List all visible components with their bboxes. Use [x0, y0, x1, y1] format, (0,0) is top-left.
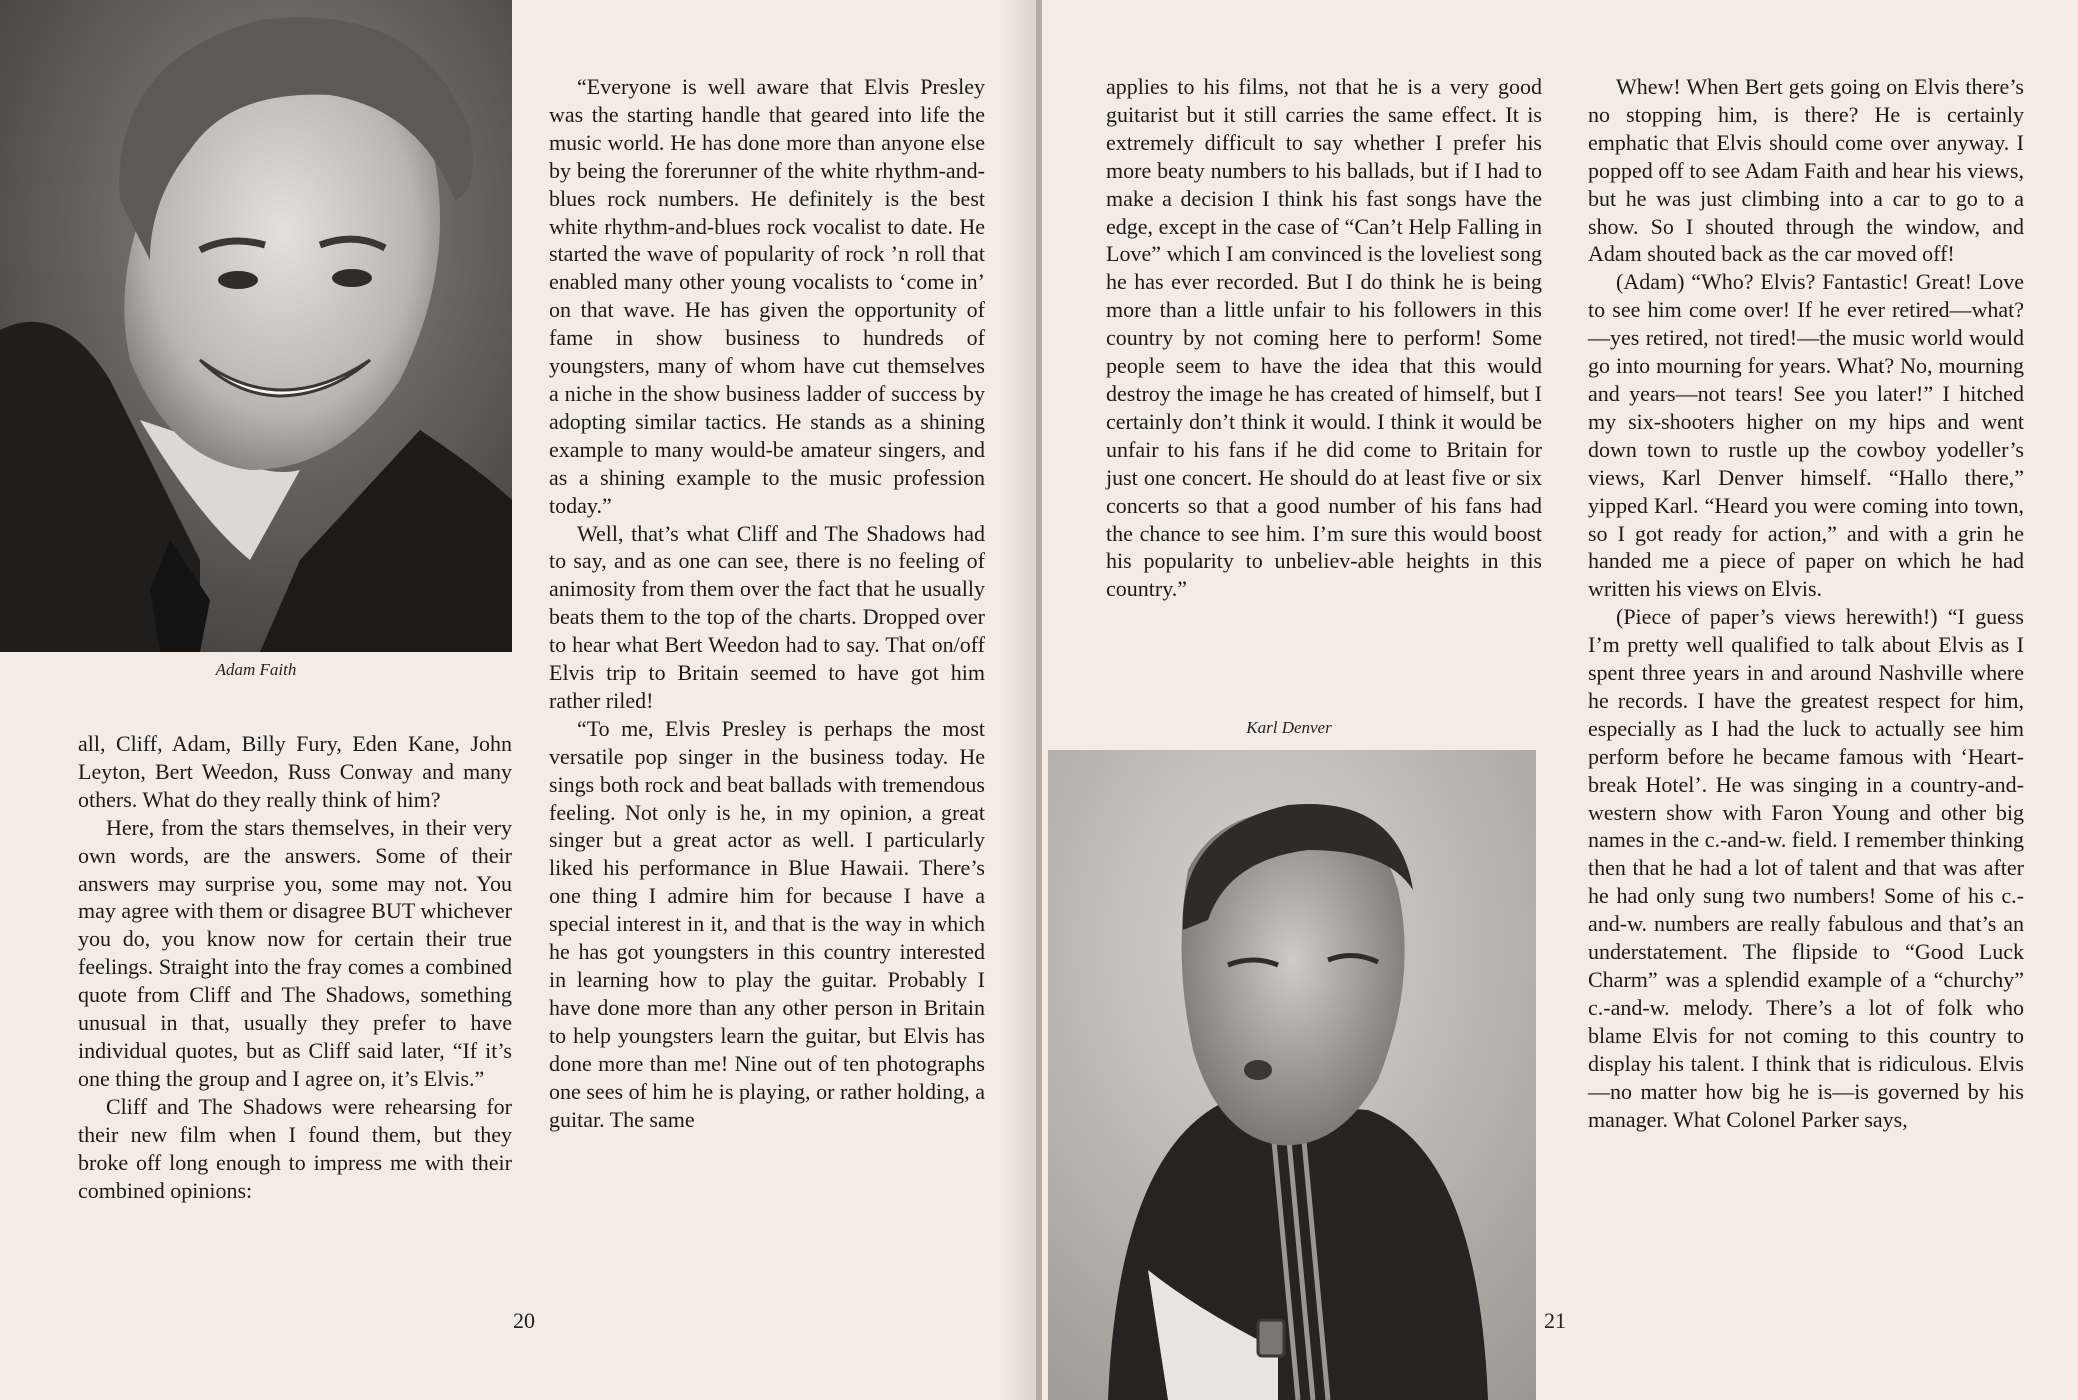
photo-caption: Adam Faith [215, 660, 297, 679]
left-page-column-1 [78, 730, 512, 1204]
left-page-column-2 [549, 73, 985, 1133]
paragraph: (Adam) “Who? Elvis? Fantastic! Great! Love to see him come over! If he ever retired—what?—yes retired, not tired!—the music world would go into mourning for years. What? No, mourning and years—not tears! See you later!” I hitched my six-shooters higher on my hips and went down town to rustle up the cowboy yodeller’s views, Karl Denver himself. “Hallo there,” yipped Karl. “Heard you were coming into town, so I got ready for action,” and with a grin he handed me a piece of paper on which he had written his views on Elvis. [1588, 269, 2024, 602]
portrait-illustration [0, 0, 512, 652]
right-page-column-1 [1106, 73, 1542, 603]
paragraph: Cliff and The Shadows were rehearsing for their new film when I found them, but they broke off long enough to impress me with their combined opinions: [78, 1093, 512, 1203]
gutter-shadow [1000, 0, 1036, 1400]
right-page-column-2 [1588, 73, 2024, 1133]
paragraph: Well, that’s what Cliff and The Shadows had to say, and as one can see, there is no feeling of animosity from them over the fact that he usually beats them to the top of the charts. Dropped over to hear what Bert Weedon had to say. That on/off Elvis trip to Britain seemed to have got him rather riled! [549, 520, 985, 713]
paragraph: (Piece of paper’s views herewith!) “I guess I’m pretty well qualified to talk about Elvis as I spent three years in and around Nashville where he records. I have the greatest respect for him, especially as I had the luck to actually see him perform before he became famous with ‘Heart-break Hotel’. He was singing in a country-and-western show with Faron Young and other big names in the c.-and-w. field. I remember thinking then that he had a lot of talent and that was after he had only sung two numbers! Some of his c.-and-w. numbers are really fabulous and that’s an understatement. The flipside to “Good Luck Charm” was a splendid example of a “churchy” c.-and-w. melody. There’s a lot of folk who blame Elvis for not coming to this country to display his talent. I think that is ridiculous. Elvis—no matter how big he is—is governed by his manager. What Colonel Parker says, [1588, 604, 2024, 1132]
page-number: 21 [1544, 1308, 1566, 1333]
photo-caption: Karl Denver [1246, 718, 1332, 737]
paragraph: Here, from the stars themselves, in their very own words, are the answers. Some of their answers may surprise you, some may not. You may agree with them or disagree BUT whichever you do, you know now for certain their true feelings. Straight into the fray comes a combined quote from Cliff and The Shadows, something unusual in that, usually they prefer to have individual quotes, but as Cliff said later, “If it’s one thing the group and I agree on, it’s Elvis.” [78, 814, 512, 1091]
paragraph: all, Cliff, Adam, Billy Fury, Eden Kane, John Leyton, Bert Weedon, Russ Conway and many others. What do they really think of him? [78, 731, 512, 812]
paragraph: Whew! When Bert gets going on Elvis there’s no stopping him, is there? He is certainly emphatic that Elvis should come over anyway. I popped off to see Adam Faith and hear his views, but he was just climbing into a car to go to a show. So I shouted through the window, and Adam shouted back as the car moved off! [1588, 74, 2024, 267]
left-page [0, 0, 1036, 1400]
paragraph: applies to his films, not that he is a very good guitarist but it still carries the same effect. It is extremely difficult to say whether I prefer his more beaty numbers to his ballads, but if I had to make a decision I think his fast songs have the edge, except in the case of “Can’t Help Falling in Love” which I am convinced is the loveliest song he has ever recorded. But I do think he is being more than a little unfair to his followers in this country by not coming here to perform! Some people seem to have the idea that this would destroy the image he has created of himself, but I certainly don’t think it would. I think it would be unfair to his fans if he did come to Britain for just one concert. He should do at least five or six concerts so that a good number of his fans had the chance to see him. I’m sure this would boost his popularity to unbeliev-able heights in this country.” [1106, 74, 1542, 602]
portrait-illustration [1048, 750, 1536, 1400]
paragraph: “Everyone is well aware that Elvis Presley was the starting handle that geared into life the music world. He has done more than anyone else by being the forerunner of the white rhythm-and-blues rock numbers. He definitely is the best white rhythm-and-blues rock vocalist to date. He started the wave of popularity of rock ’n roll that enabled many other young vocalists to ‘come in’ on that wave. He has given the opportunity of fame in show business to hundreds of youngsters, many of whom have cut themselves a niche in the show business ladder of success by adopting similar tactics. He stands as a shining example to many would-be amateur singers, and as a shining example to the music profession today.” [549, 74, 985, 518]
karl-denver-photo [1048, 750, 1536, 1400]
adam-faith-photo [0, 0, 512, 652]
right-page [1042, 0, 2078, 1400]
page-number: 20 [513, 1308, 535, 1333]
paragraph: “To me, Elvis Presley is perhaps the most versatile pop singer in the business today. He sings both rock and beat ballads with tremendous feeling. Not only is he, in my opinion, a great singer but a great actor as well. I particularly liked his performance in Blue Hawaii. There’s one thing I admire him for because I have a special interest in it, and that is the way in which he has got youngsters in this country interested in learning how to play the guitar. Probably I have done more than any other person in Britain to help youngsters learn the guitar, but Elvis has done more than me! Nine out of ten photographs one sees of him he is playing, or rather holding, a guitar. The same [549, 715, 985, 1132]
